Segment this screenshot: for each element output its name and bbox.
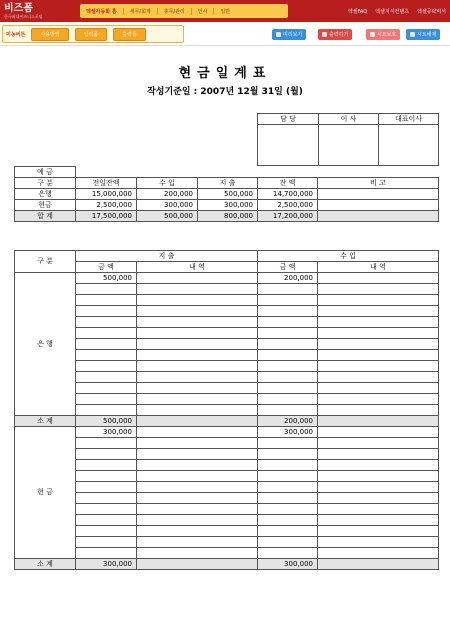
- table-row: [15, 361, 439, 372]
- detail-col-category: 구 분: [15, 251, 76, 273]
- table-row: [15, 295, 439, 306]
- table-row: 은행 15,000,000 200,000 500,000 14,700,000: [15, 189, 439, 200]
- desc-cell[interactable]: [137, 460, 258, 471]
- input-form-button[interactable]: 입력폼: [75, 28, 108, 41]
- amount-cell[interactable]: [76, 504, 137, 515]
- amount-cell[interactable]: [76, 350, 137, 361]
- amount-cell[interactable]: [258, 460, 318, 471]
- detail-expense-desc: 내 역: [137, 262, 258, 273]
- print-button[interactable]: 출력하기: [318, 29, 352, 40]
- desc-cell[interactable]: [137, 295, 258, 306]
- base-date-value: 2007년 12월 31일 (월): [200, 87, 303, 97]
- summary-total-row: 합 계 17,500,000 500,000 800,000 17,200,000: [15, 211, 439, 222]
- table-row: [15, 427, 439, 438]
- page-title: 현금일계표: [178, 66, 272, 81]
- desc-cell[interactable]: [318, 537, 439, 548]
- section-label: 은 행: [15, 273, 76, 416]
- amount-cell[interactable]: [258, 548, 318, 559]
- lock-icon: [370, 32, 375, 37]
- amount-cell[interactable]: 300,000: [76, 427, 137, 438]
- macro-menu: [2, 25, 184, 43]
- amount-cell[interactable]: [258, 482, 318, 493]
- amount-cell[interactable]: [258, 361, 318, 372]
- summary-col-expense: 지 출: [198, 178, 258, 189]
- detail-col-income: 수 입: [258, 251, 439, 262]
- nav-general-affairs[interactable]: 총무/관리: [158, 8, 192, 15]
- desc-cell[interactable]: [318, 350, 439, 361]
- desc-cell[interactable]: [137, 317, 258, 328]
- table-row: [15, 306, 439, 317]
- table-row: [15, 317, 439, 328]
- desc-cell[interactable]: [137, 449, 258, 460]
- desc-cell[interactable]: [318, 339, 439, 350]
- logo-subtext: 한국최대비즈니스포털: [4, 13, 43, 19]
- table-row: [15, 405, 439, 416]
- amount-cell[interactable]: [258, 295, 318, 306]
- amount-cell[interactable]: [76, 537, 137, 548]
- desc-cell[interactable]: [318, 394, 439, 405]
- sign-box-director[interactable]: [319, 125, 379, 166]
- summary-col-remarks: 비 고: [318, 178, 439, 189]
- table-row: [15, 504, 439, 515]
- preview-icon: [276, 32, 281, 37]
- amount-cell[interactable]: [76, 482, 137, 493]
- base-date-label: 작성기준일 :: [147, 87, 198, 97]
- desc-cell[interactable]: [137, 394, 258, 405]
- link-excel-faq[interactable]: 엑셀FAQ: [347, 8, 368, 15]
- desc-cell[interactable]: [318, 383, 439, 394]
- summary-col-income: 수 입: [137, 178, 198, 189]
- desc-cell[interactable]: [318, 372, 439, 383]
- table-row: [15, 372, 439, 383]
- desc-cell[interactable]: [318, 284, 439, 295]
- amount-cell[interactable]: [76, 328, 137, 339]
- desc-cell[interactable]: [137, 350, 258, 361]
- amount-cell[interactable]: 500,000: [76, 273, 137, 284]
- summary-col-balance: 잔 액: [258, 178, 318, 189]
- approval-director: 이 사: [319, 114, 379, 125]
- detail-table: [14, 250, 439, 570]
- desc-cell[interactable]: [318, 405, 439, 416]
- amount-cell[interactable]: [258, 372, 318, 383]
- output-form-button[interactable]: 출력폼: [113, 28, 146, 41]
- nav-hr[interactable]: 인사: [192, 8, 215, 15]
- summary-col-category: 구 분: [15, 178, 76, 189]
- table-row: [15, 526, 439, 537]
- nav-general[interactable]: 일반: [220, 8, 231, 15]
- amount-cell[interactable]: [76, 284, 137, 295]
- unprotect-sheet-button[interactable]: 시트해제: [406, 29, 440, 40]
- amount-cell[interactable]: [258, 339, 318, 350]
- desc-cell[interactable]: [318, 273, 439, 284]
- top-bar: [0, 0, 450, 22]
- desc-cell[interactable]: [318, 361, 439, 372]
- detail-income-desc: 내 역: [318, 262, 439, 273]
- desc-cell[interactable]: [137, 427, 258, 438]
- desc-cell[interactable]: [318, 427, 439, 438]
- amount-cell[interactable]: [258, 515, 318, 526]
- detail-col-expense: 지 출: [76, 251, 258, 262]
- nav-tax-accounting[interactable]: 세무/회계: [124, 8, 158, 15]
- base-date: [0, 84, 450, 97]
- amount-cell[interactable]: [76, 526, 137, 537]
- table-row: [15, 493, 439, 504]
- amount-cell[interactable]: [76, 548, 137, 559]
- amount-cell[interactable]: [76, 438, 137, 449]
- macro-menu-label: 미농버튼: [6, 31, 26, 38]
- desc-cell[interactable]: [137, 306, 258, 317]
- desc-cell[interactable]: [318, 460, 439, 471]
- desc-cell[interactable]: [137, 361, 258, 372]
- desc-cell[interactable]: [137, 471, 258, 482]
- desc-cell[interactable]: [137, 438, 258, 449]
- amount-cell[interactable]: [258, 504, 318, 515]
- amount-cell[interactable]: [76, 317, 137, 328]
- table-row: [15, 438, 439, 449]
- approval-ceo: 대표이사: [379, 114, 439, 125]
- table-row: [15, 273, 439, 284]
- desc-cell[interactable]: [318, 449, 439, 460]
- amount-cell[interactable]: [258, 317, 318, 328]
- amount-cell[interactable]: [258, 383, 318, 394]
- print-icon: [322, 32, 327, 37]
- table-row: [15, 449, 439, 460]
- amount-cell[interactable]: [76, 515, 137, 526]
- bank-subtotal-row: 소 계 500,000 200,000: [15, 416, 439, 427]
- table-row: [15, 350, 439, 361]
- desc-cell[interactable]: [318, 493, 439, 504]
- amount-cell[interactable]: 200,000: [258, 273, 318, 284]
- logo-text: 비즈폼: [4, 2, 33, 14]
- table-row: [15, 460, 439, 471]
- desc-cell[interactable]: [137, 493, 258, 504]
- table-row: 현금 2,500,000 300,000 300,000 2,500,000: [15, 200, 439, 211]
- desc-cell[interactable]: [137, 383, 258, 394]
- table-row: [15, 515, 439, 526]
- nav-home[interactable]: 엑셀자동화 홈: [80, 8, 124, 15]
- desc-cell[interactable]: [137, 548, 258, 559]
- cash-subtotal-row: 소 계 300,000 300,000: [15, 559, 439, 570]
- desc-cell[interactable]: [137, 515, 258, 526]
- desc-cell[interactable]: [137, 504, 258, 515]
- amount-cell[interactable]: 300,000: [258, 427, 318, 438]
- desc-cell[interactable]: [137, 372, 258, 383]
- table-row: [15, 471, 439, 482]
- amount-cell[interactable]: [258, 350, 318, 361]
- amount-cell[interactable]: [76, 471, 137, 482]
- amount-cell[interactable]: [76, 394, 137, 405]
- table-row: [15, 537, 439, 548]
- desc-cell[interactable]: [137, 537, 258, 548]
- amount-cell[interactable]: [76, 372, 137, 383]
- sign-box-ceo[interactable]: [379, 125, 439, 166]
- main-nav: [80, 4, 288, 18]
- deposit-header: 예 금: [15, 167, 76, 178]
- amount-cell[interactable]: [258, 405, 318, 416]
- logo[interactable]: [0, 0, 74, 22]
- desc-cell[interactable]: [318, 328, 439, 339]
- amount-cell[interactable]: [76, 405, 137, 416]
- desc-cell[interactable]: [137, 405, 258, 416]
- desc-cell[interactable]: [137, 526, 258, 537]
- top-right-links: [348, 8, 450, 15]
- desc-cell[interactable]: [137, 284, 258, 295]
- desc-cell[interactable]: [318, 471, 439, 482]
- amount-cell[interactable]: [76, 339, 137, 350]
- link-excel-assistant[interactable]: 엑셀공략비서: [417, 8, 446, 15]
- approval-staff: 담 당: [258, 114, 319, 125]
- sign-box-staff[interactable]: [258, 125, 319, 166]
- amount-cell[interactable]: [76, 460, 137, 471]
- amount-cell[interactable]: [76, 361, 137, 372]
- amount-cell[interactable]: [258, 284, 318, 295]
- amount-cell[interactable]: [76, 493, 137, 504]
- table-row: [15, 339, 439, 350]
- desc-cell[interactable]: [318, 504, 439, 515]
- approval-table: [257, 113, 439, 166]
- sub-toolbar: [0, 22, 450, 46]
- amount-cell[interactable]: [76, 449, 137, 460]
- desc-cell[interactable]: [137, 273, 258, 284]
- table-row: [15, 482, 439, 493]
- table-row: [15, 394, 439, 405]
- amount-cell[interactable]: [258, 394, 318, 405]
- desc-cell[interactable]: [318, 295, 439, 306]
- protect-sheet-button[interactable]: 시트보호: [366, 29, 400, 40]
- amount-cell[interactable]: [258, 526, 318, 537]
- table-row: [15, 328, 439, 339]
- amount-cell[interactable]: [258, 328, 318, 339]
- summary-col-prev-balance: 전일잔액: [76, 178, 137, 189]
- amount-cell[interactable]: [258, 306, 318, 317]
- link-excel-knowledge[interactable]: 엑셀지식컨텐츠: [375, 8, 410, 15]
- summary-table: [14, 166, 439, 222]
- desc-cell[interactable]: [318, 482, 439, 493]
- desc-cell[interactable]: [318, 526, 439, 537]
- desc-cell[interactable]: [137, 339, 258, 350]
- desc-cell[interactable]: [318, 548, 439, 559]
- desc-cell[interactable]: [137, 482, 258, 493]
- amount-cell[interactable]: [76, 383, 137, 394]
- detail-expense-amount: 금 액: [76, 262, 137, 273]
- section-label: 현 금: [15, 427, 76, 559]
- table-row: [15, 383, 439, 394]
- amount-cell[interactable]: [258, 438, 318, 449]
- desc-cell[interactable]: [318, 515, 439, 526]
- detail-income-amount: 금 액: [258, 262, 318, 273]
- unlock-icon: [410, 32, 415, 37]
- table-row: [15, 284, 439, 295]
- table-row: [15, 548, 439, 559]
- desc-cell[interactable]: [137, 328, 258, 339]
- amount-cell[interactable]: [258, 471, 318, 482]
- amount-cell[interactable]: [258, 449, 318, 460]
- amount-cell[interactable]: [76, 306, 137, 317]
- desc-cell[interactable]: [318, 306, 439, 317]
- amount-cell[interactable]: [258, 493, 318, 504]
- preview-button[interactable]: 미리보기: [272, 29, 306, 40]
- usage-button[interactable]: 사용방법: [31, 28, 68, 41]
- desc-cell[interactable]: [318, 317, 439, 328]
- amount-cell[interactable]: [76, 295, 137, 306]
- desc-cell[interactable]: [318, 438, 439, 449]
- amount-cell[interactable]: [258, 537, 318, 548]
